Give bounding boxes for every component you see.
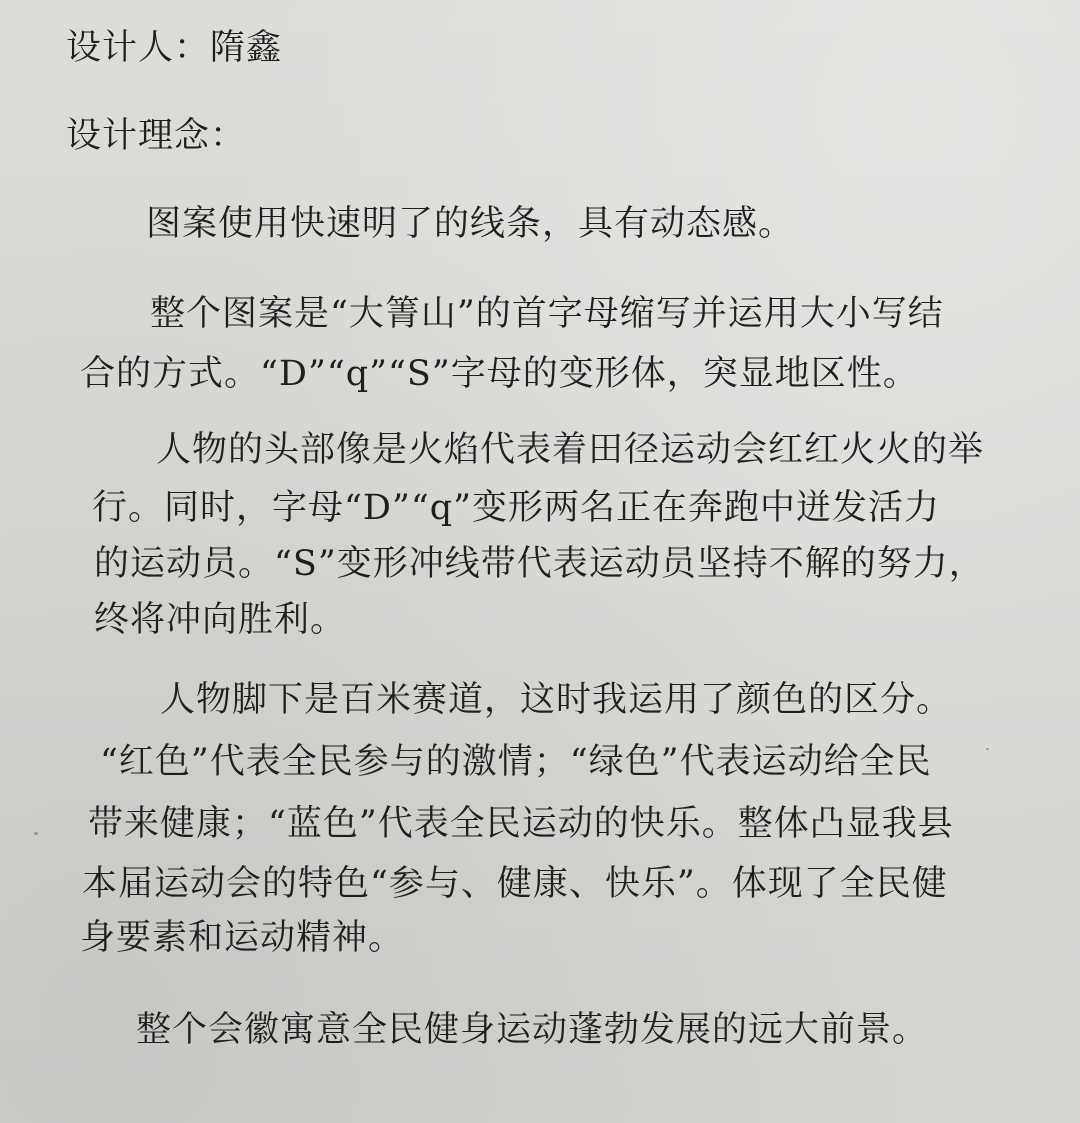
paragraph-2-line-2: 合的方式。“D”“q”“S”字母的变形体，突显地区性。 — [80, 354, 919, 394]
paragraph-3-line-1: 人物的头部像是火焰代表着田径运动会红红火火的举 — [156, 430, 985, 470]
designer-name: 隋鑫 — [210, 28, 283, 68]
paragraph-4-line-2: “红色”代表全民参与的激情；“绿色”代表运动给全民 — [100, 742, 932, 782]
paper-speck — [986, 748, 989, 750]
paragraph-4-line-1: 人物脚下是百米赛道，这时我运用了颜色的区分。 — [160, 680, 953, 720]
paragraph-3-line-4: 终将冲向胜利。 — [94, 600, 347, 640]
paragraph-3-line-3: 的运动员。“S”变形冲线带代表运动员坚持不解的努力， — [94, 544, 985, 584]
paragraph-3-line-2: 行。同时，字母“D”“q”变形两名正在奔跑中迸发活力 — [92, 488, 941, 528]
paragraph-4-line-3: 带来健康；“蓝色”代表全民运动的快乐。整体凸显我县 — [88, 804, 954, 844]
paragraph-5-line-1: 整个会徽寓意全民健身运动蓬勃发展的远大前景。 — [136, 1010, 929, 1050]
designer-label: 设计人： — [66, 28, 211, 68]
paragraph-1-line-1: 图案使用快速明了的线条，具有动态感。 — [146, 204, 795, 244]
paragraph-2-line-1: 整个图案是“大箐山”的首字母缩写并运用大小写结 — [150, 294, 944, 334]
paragraph-4-line-4: 本届运动会的特色“参与、健康、快乐”。体现了全民健 — [82, 864, 948, 904]
concept-label: 设计理念： — [66, 116, 247, 156]
paragraph-4-line-5: 身要素和运动精神。 — [80, 918, 405, 958]
designer-line — [66, 26, 282, 70]
paper-speck — [34, 832, 38, 835]
